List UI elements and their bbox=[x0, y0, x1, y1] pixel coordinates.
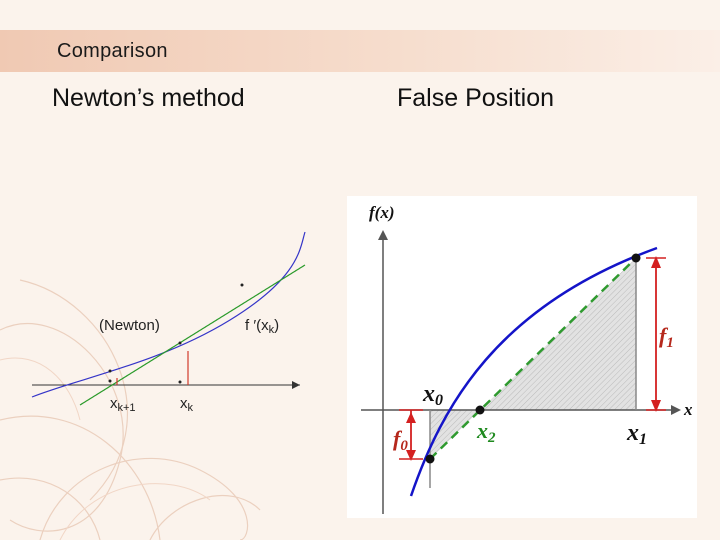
f1-label: f1 bbox=[659, 323, 674, 351]
point-marker bbox=[109, 370, 112, 373]
newton-label: (Newton) bbox=[99, 317, 160, 334]
point-marker bbox=[241, 284, 244, 287]
point-marker bbox=[179, 342, 182, 345]
slide-title: Comparison bbox=[57, 40, 168, 62]
point-f-x0 bbox=[426, 455, 435, 464]
false-position-panel bbox=[347, 196, 697, 518]
x-axis-arrowhead bbox=[671, 405, 681, 415]
point-marker bbox=[109, 380, 112, 383]
f0-label: f0 bbox=[393, 426, 408, 454]
x1-label: x1 bbox=[627, 420, 647, 448]
false-position-diagram bbox=[347, 196, 697, 518]
x-axis-arrowhead bbox=[292, 381, 300, 389]
point-marker bbox=[179, 381, 182, 384]
newton-heading: Newton’s method bbox=[52, 84, 245, 112]
y-axis-label: f(x) bbox=[369, 203, 395, 222]
x-axis-label: x bbox=[684, 400, 693, 419]
point-f-x1 bbox=[632, 254, 641, 263]
y-axis-arrowhead bbox=[378, 230, 388, 240]
false-position-heading: False Position bbox=[397, 84, 555, 112]
point-x2 bbox=[476, 406, 485, 415]
derivative-label: f $'(x_k)$ bbox=[245, 317, 280, 336]
x0-label: x0 bbox=[423, 381, 443, 409]
xk1-label: $x_{k+1}$ bbox=[110, 395, 136, 414]
function-curve bbox=[32, 232, 305, 397]
xk-label: $x_k$ bbox=[180, 395, 193, 414]
x2-label: x2 bbox=[477, 418, 496, 446]
